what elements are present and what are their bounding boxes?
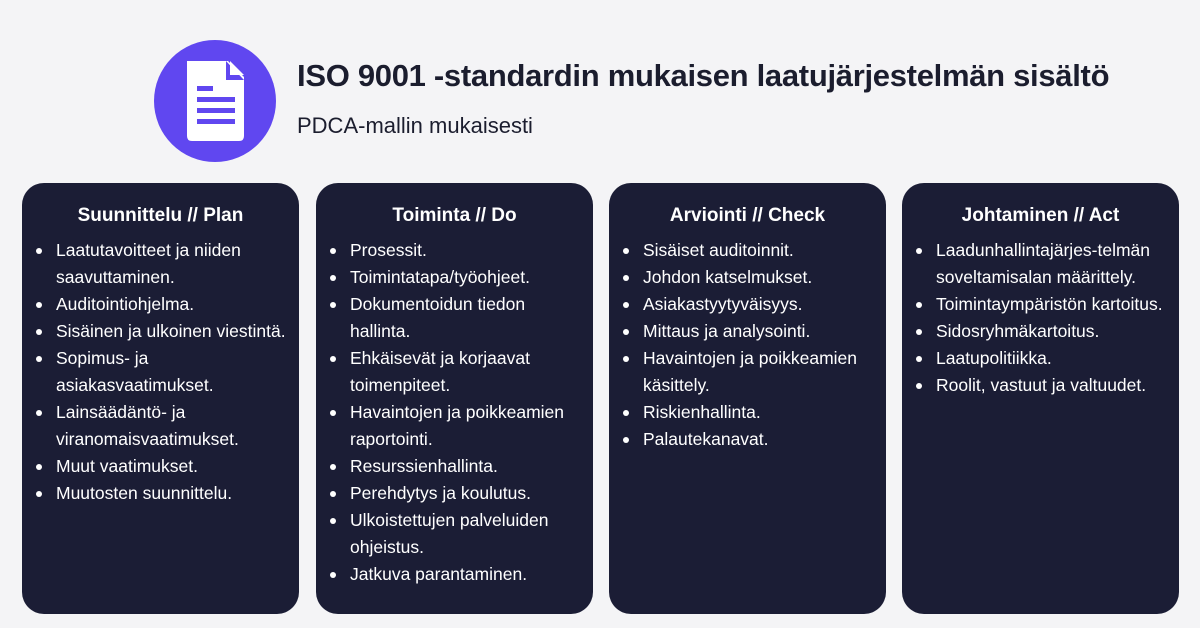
list-item: Muutosten suunnittelu.: [56, 480, 295, 507]
list-item: Sisäiset auditoinnit.: [643, 237, 882, 264]
list-item: Havaintojen ja poikkeamien raportointi.: [350, 399, 589, 453]
header-icon-circle: [154, 40, 276, 162]
list-item: Laadunhallintajärjes-telmän soveltamisalan määrittely.: [936, 237, 1175, 291]
list-item: Sisäinen ja ulkoinen viestintä.: [56, 318, 295, 345]
list-item: Muut vaatimukset.: [56, 453, 295, 480]
list-item: Johdon katselmukset.: [643, 264, 882, 291]
list-item: Lainsäädäntö- ja viranomaisvaatimukset.: [56, 399, 295, 453]
page-title: ISO 9001 -standardin mukaisen laatujärjestelmän sisältö: [297, 58, 1110, 93]
list-item: Toimintatapa/työohjeet.: [350, 264, 589, 291]
card-check: [609, 183, 886, 614]
list-item: Havaintojen ja poikkeamien käsittely.: [643, 345, 882, 399]
list-item: Palautekanavat.: [643, 426, 882, 453]
list-item: Roolit, vastuut ja valtuudet.: [936, 372, 1175, 399]
list-item: Auditointiohjelma.: [56, 291, 295, 318]
card-list: [316, 237, 593, 588]
list-item: Toimintaympäristön kartoitus.: [936, 291, 1175, 318]
list-item: Ehkäisevät ja korjaavat toimenpiteet.: [350, 345, 589, 399]
list-item: Dokumentoidun tiedon hallinta.: [350, 291, 589, 345]
list-item: Perehdytys ja koulutus.: [350, 480, 589, 507]
card-title: Suunnittelu // Plan: [77, 205, 244, 226]
list-item: Laatutavoitteet ja niiden saavuttaminen.: [56, 237, 295, 291]
card-act: [902, 183, 1179, 614]
card-list: [22, 237, 299, 507]
card-list: [902, 237, 1179, 399]
card-list: [609, 237, 886, 453]
list-item: Laatupolitiikka.: [936, 345, 1175, 372]
page-subtitle: PDCA-mallin mukaisesti: [297, 113, 533, 138]
card-plan: [22, 183, 299, 614]
card-do: [316, 183, 593, 614]
list-item: Sidosryhmäkartoitus.: [936, 318, 1175, 345]
list-item: Asiakastyytyväisyys.: [643, 291, 882, 318]
card-title: Arviointi // Check: [669, 205, 826, 226]
list-item: Ulkoistettujen palveluiden ohjeistus.: [350, 507, 589, 561]
list-item: Prosessit.: [350, 237, 589, 264]
list-item: Jatkuva parantaminen.: [350, 561, 589, 588]
card-title: Johtaminen // Act: [961, 205, 1120, 226]
list-item: Riskienhallinta.: [643, 399, 882, 426]
list-item: Sopimus- ja asiakasvaatimukset.: [56, 345, 295, 399]
document-icon: [154, 40, 276, 162]
list-item: Mittaus ja analysointi.: [643, 318, 882, 345]
card-title: Toiminta // Do: [392, 205, 517, 226]
list-item: Resurssienhallinta.: [350, 453, 589, 480]
